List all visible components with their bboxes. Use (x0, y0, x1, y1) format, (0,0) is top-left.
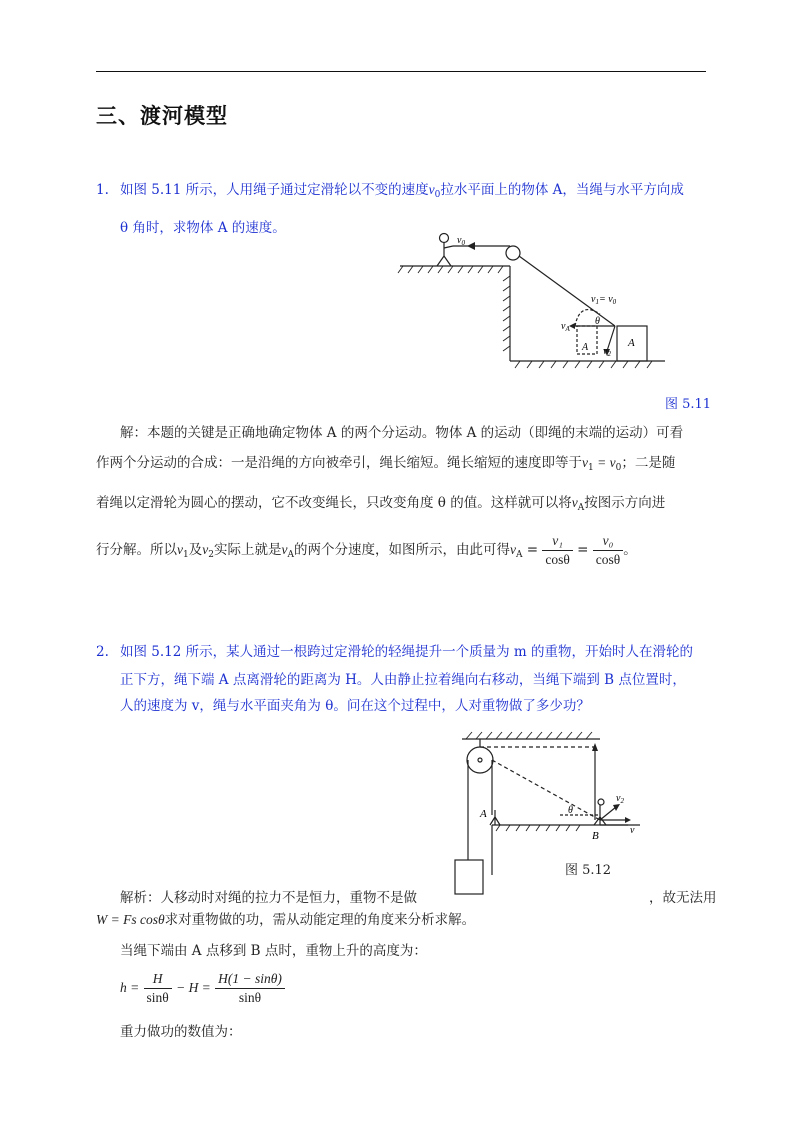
sol2-height-formula: h = $\frac{H}{\sin\theta}$ − H = $\frac{H(1 - \sin\theta)}{\sin\theta}$ (120, 968, 285, 1008)
sol2-line4: 重力做功的数值为： (120, 1024, 242, 1040)
sol2-line2: W = Fs cosθ求对重物做的功，需从动能定理的角度来分析求解。 (96, 912, 476, 928)
fig2-b-label: B (592, 830, 599, 842)
fig1-va-label: $v_A$ (561, 321, 570, 333)
fig1-box-a: A (628, 337, 635, 349)
fig2-v2-label: $v_2$ (616, 793, 624, 805)
header-rule (96, 71, 706, 72)
fig1-theta-label: θ (595, 316, 600, 327)
fig1-v1-label: $v_1= v_0$ (591, 294, 617, 306)
sol2-line1-b: ，故无法用 (649, 890, 717, 906)
fig1-v0-label: $v_0$ (457, 235, 465, 247)
q1-line1: 如图 5.11 所示，人用绳子通过定滑轮以不变的速度$v_0$拉水平面上的物体 A，当绳与水平方向成 (120, 182, 684, 200)
sol2-line3: 当绳下端由 A 点移到 B 点时，重物上升的高度为： (120, 943, 427, 959)
sol1-frac2: $\frac{\text{v₀}}{\cos\theta}$ (593, 532, 623, 569)
section-title: 三、渡河模型 (96, 104, 228, 128)
figure-5-12-caption: 图 5.12 (565, 863, 612, 878)
figure-5-11 (395, 226, 675, 371)
fig2-a-label: A (480, 808, 487, 820)
fig2-v-label: v (630, 825, 635, 836)
figure-5-12 (440, 725, 650, 897)
h-frac1: $\frac{H}{\sin\theta}$ (144, 970, 172, 1007)
sol1-line3: 着绳以定滑轮为圆心的摆动，它不改变绳长，只改变角度 θ 的值。这样就可以将$v_A$按图示方向进 (96, 495, 666, 513)
sol1-line4: 行分解。所以$v_1$及$v_2$实际上就是$v_A$的两个分速度，如图所示，由此可得$v_A$ = $\frac{\text{v₁}}{\cos\theta}$ = $\frac{\text{v₀}}{\cos\theta}$ 。 (96, 533, 637, 567)
sol1-line1: 解：本题的关键是正确地确定物体 A 的两个分运动。物体 A 的运动（即绳的末端的运动）可看 (120, 425, 684, 441)
q2-number: 2. (96, 644, 109, 660)
q1-line2: θ 角时，求物体 A 的速度。 (120, 220, 286, 236)
sol1-line2: 作两个分运动的合成：一是沿绳的方向被牵引，绳长缩短。绳长缩短的速度即等于$v_1 = v_0$；二是随 (96, 455, 676, 473)
sol1-frac1: $\frac{\text{v₁}}{\cos\theta}$ (542, 532, 572, 569)
q2-line3: 人的速度为 v，绳与水平面夹角为 θ。问在这个过程中，人对重物做了多少功？ (120, 698, 590, 714)
q2-line1: 如图 5.12 所示，某人通过一根跨过定滑轮的轻绳提升一个质量为 m 的重物，开始时人在滑轮的 (120, 644, 694, 660)
sol2-line1-a: 解析：人移动时对绳的拉力不是恒力，重物不是做 (120, 890, 417, 906)
fig2-theta-label: θ (568, 805, 573, 816)
fig1-v2-label: $v_2$ (603, 346, 611, 358)
h-frac2: $\frac{H(1 - \sin\theta)}{\sin\theta}$ (215, 970, 285, 1007)
q1-number: 1. (96, 182, 109, 198)
q2-line2: 正下方，绳下端 A 点离滑轮的距离为 H。人由静止拉着绳向右移动，当绳下端到 B 点位置时， (120, 672, 686, 688)
fig1-a-ghost: A (582, 342, 589, 353)
figure-5-11-caption: 图 5.11 (665, 397, 712, 412)
